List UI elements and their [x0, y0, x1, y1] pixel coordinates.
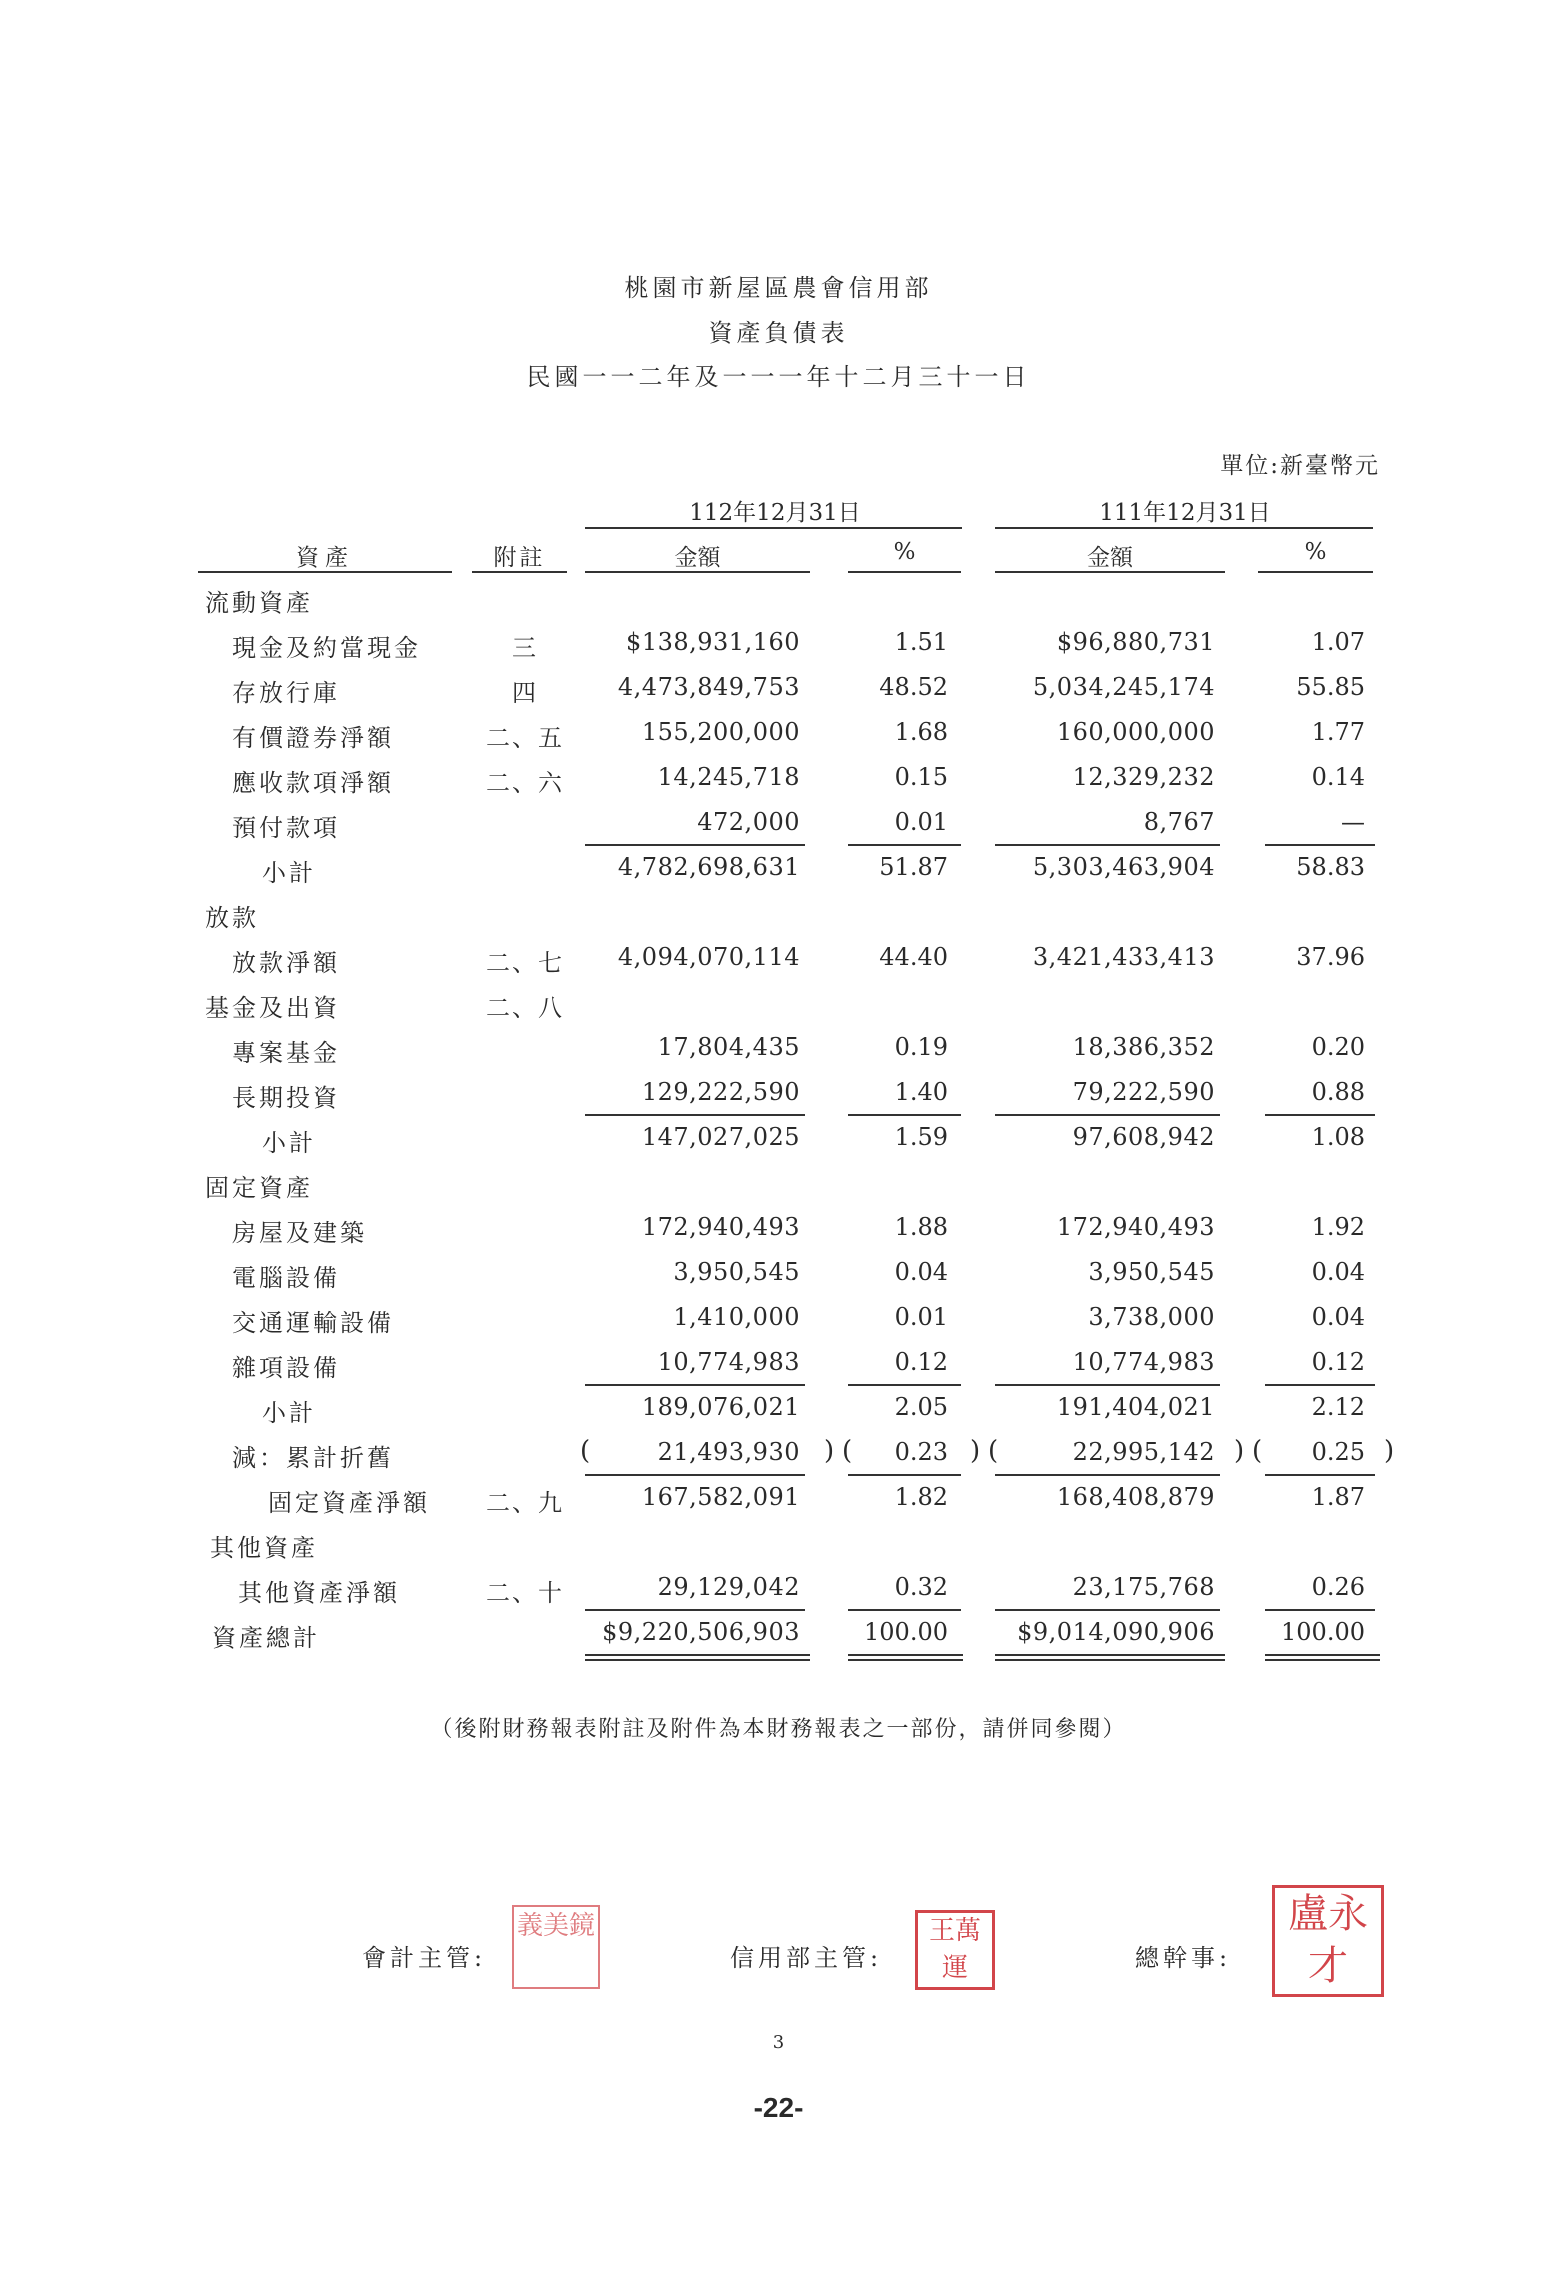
subtotal-rule	[995, 1114, 1220, 1116]
paren-open: (	[988, 1436, 999, 1466]
row-pct-111: 1.07	[1311, 628, 1365, 656]
row-pct-112: 0.04	[894, 1258, 948, 1286]
statement-date-range: 民國一一二年及一一一年十二月三十一日	[526, 363, 1031, 391]
col-header-pct-112: %	[893, 539, 916, 565]
subtotal-rule	[1265, 1114, 1375, 1116]
table-row	[0, 988, 1557, 1032]
table-row	[0, 763, 1557, 807]
row-amount-112: 167,582,091	[641, 1483, 800, 1511]
row-amount-111: 22,995,142	[1072, 1438, 1215, 1466]
row-pct-112: 2.05	[894, 1393, 948, 1421]
col-header-amount-111: 金額	[1087, 545, 1133, 571]
row-amount-112: 4,782,698,631	[617, 853, 800, 881]
col-header-underline	[472, 571, 567, 573]
subtotal-rule	[1265, 844, 1375, 846]
row-note: 三	[512, 634, 538, 662]
paren-close: )	[970, 1436, 981, 1466]
table-row	[0, 1393, 1557, 1437]
row-label: 長期投資	[232, 1084, 340, 1112]
subtotal-rule	[995, 1474, 1220, 1476]
row-pct-111: 0.20	[1311, 1033, 1365, 1061]
row-pct-111: 0.14	[1311, 763, 1365, 791]
row-amount-111: 168,408,879	[1056, 1483, 1215, 1511]
row-note: 二、八	[486, 994, 564, 1022]
subtotal-rule	[585, 1609, 805, 1611]
table-row	[0, 1213, 1557, 1257]
table-row	[0, 673, 1557, 717]
row-amount-112: 129,222,590	[641, 1078, 800, 1106]
statement-title: 資產負債表	[708, 319, 849, 347]
signature-credit: 信用部主管:	[730, 1944, 883, 1972]
subtotal-rule	[848, 844, 961, 846]
row-label: 專案基金	[232, 1039, 340, 1067]
row-pct-112: 0.12	[894, 1348, 948, 1376]
row-label: 電腦設備	[232, 1264, 340, 1292]
table-row	[0, 718, 1557, 762]
row-pct-111: 100.00	[1281, 1618, 1365, 1646]
paren-open: (	[842, 1436, 853, 1466]
seal-credit	[915, 1910, 995, 1990]
row-label: 交通運輸設備	[232, 1309, 394, 1337]
col-header-amount-112: 金額	[674, 545, 721, 571]
seal-accounting	[512, 1905, 600, 1989]
paren-close: )	[1384, 1436, 1395, 1466]
paren-close: )	[1234, 1436, 1245, 1466]
row-pct-111: 0.26	[1311, 1573, 1365, 1601]
col-header-note: 附註	[493, 545, 546, 571]
col-header-underline	[1258, 571, 1373, 573]
subtotal-rule	[1265, 1474, 1375, 1476]
row-note: 二、五	[486, 724, 564, 752]
row-note: 二、九	[486, 1489, 564, 1517]
row-amount-111: 79,222,590	[1072, 1078, 1215, 1106]
row-amount-111: 5,034,245,174	[1032, 673, 1215, 701]
row-pct-111: —	[1341, 808, 1365, 836]
row-amount-112: 147,027,025	[641, 1123, 800, 1151]
row-label: 有價證券淨額	[232, 724, 394, 752]
col-header-underline	[198, 571, 452, 573]
row-amount-111: 5,303,463,904	[1032, 853, 1215, 881]
period-prior: 111年12月31日	[1099, 500, 1271, 526]
table-row	[0, 1258, 1557, 1302]
row-pct-111: 0.04	[1311, 1303, 1365, 1331]
row-amount-111: 191,404,021	[1056, 1393, 1215, 1421]
row-pct-112: 44.40	[879, 943, 948, 971]
paren-open: (	[1252, 1436, 1263, 1466]
row-pct-111: 1.87	[1311, 1483, 1365, 1511]
row-amount-112: $138,931,160	[626, 628, 800, 656]
subtotal-rule	[848, 1609, 961, 1611]
row-amount-111: 8,767	[1143, 808, 1215, 836]
col-header-underline	[995, 571, 1225, 573]
row-pct-111: 37.96	[1296, 943, 1365, 971]
table-row	[0, 1033, 1557, 1077]
seal-accounting-text: 義美鏡	[516, 1911, 595, 1941]
row-pct-112: 1.68	[894, 718, 948, 746]
row-amount-111: $9,014,090,906	[1017, 1618, 1215, 1646]
row-label: 小計	[262, 1399, 316, 1427]
table-row	[0, 1168, 1557, 1212]
col-header-underline	[585, 571, 810, 573]
row-pct-112: 0.19	[894, 1033, 948, 1061]
row-amount-111: 160,000,000	[1056, 718, 1215, 746]
row-label: 放款淨額	[232, 949, 340, 977]
row-label: 其他資產	[210, 1534, 318, 1562]
row-note: 二、六	[486, 769, 564, 797]
subtotal-rule	[585, 844, 805, 846]
internal-page-number: 3	[772, 2032, 785, 2053]
currency-unit: 單位:新臺幣元	[1220, 453, 1380, 479]
signature-general: 總幹事:	[1135, 1944, 1232, 1972]
row-pct-111: 0.88	[1311, 1078, 1365, 1106]
row-amount-111: 3,421,433,413	[1032, 943, 1215, 971]
row-label: 預付款項	[232, 814, 340, 842]
row-pct-111: 0.04	[1311, 1258, 1365, 1286]
period-prior-underline	[995, 527, 1373, 529]
signature-accounting: 會計主管:	[362, 1944, 487, 1972]
total-double-rule	[995, 1654, 1225, 1661]
row-label: 放款	[205, 904, 259, 932]
row-amount-111: 3,950,545	[1088, 1258, 1215, 1286]
table-row	[0, 1483, 1557, 1527]
row-amount-112: 172,940,493	[641, 1213, 800, 1241]
table-row	[0, 1528, 1557, 1572]
row-amount-111: 3,738,000	[1088, 1303, 1215, 1331]
seal-credit-text: 王萬運	[928, 1916, 981, 1983]
row-amount-111: 10,774,983	[1072, 1348, 1215, 1376]
row-label: 資產總計	[212, 1624, 320, 1652]
row-amount-111: 97,608,942	[1072, 1123, 1215, 1151]
organization-name: 桃園市新屋區農會信用部	[624, 274, 933, 302]
row-amount-112: 14,245,718	[657, 763, 800, 791]
subtotal-rule	[585, 1474, 805, 1476]
row-amount-112: 155,200,000	[641, 718, 800, 746]
row-label: 基金及出資	[205, 994, 340, 1022]
col-header-item: 資產	[296, 545, 354, 571]
row-pct-112: 0.01	[894, 808, 948, 836]
row-amount-112: 29,129,042	[657, 1573, 800, 1601]
row-amount-111: 18,386,352	[1072, 1033, 1215, 1061]
subtotal-rule	[995, 1609, 1220, 1611]
row-pct-112: 1.59	[894, 1123, 948, 1151]
row-pct-111: 55.85	[1296, 673, 1365, 701]
row-amount-111: 172,940,493	[1056, 1213, 1215, 1241]
row-pct-111: 1.77	[1311, 718, 1365, 746]
total-double-rule	[585, 1654, 810, 1661]
row-amount-112: 17,804,435	[657, 1033, 800, 1061]
row-pct-112: 100.00	[864, 1618, 948, 1646]
row-pct-112: 0.23	[894, 1438, 948, 1466]
table-row	[0, 853, 1557, 897]
row-label: 房屋及建築	[232, 1219, 367, 1247]
table-row	[0, 583, 1557, 627]
row-pct-112: 0.01	[894, 1303, 948, 1331]
total-double-rule	[848, 1654, 963, 1661]
row-note: 二、十	[486, 1579, 564, 1607]
row-pct-112: 48.52	[879, 673, 948, 701]
row-note: 二、七	[486, 949, 564, 977]
row-amount-112: 21,493,930	[657, 1438, 800, 1466]
period-current: 112年12月31日	[689, 500, 861, 526]
row-amount-112: 4,094,070,114	[617, 943, 800, 971]
row-amount-112: 472,000	[697, 808, 800, 836]
row-pct-111: 58.83	[1296, 853, 1365, 881]
row-label: 其他資產淨額	[238, 1579, 400, 1607]
row-pct-112: 51.87	[879, 853, 948, 881]
page-number: -22-	[753, 2092, 804, 2123]
row-note: 四	[512, 679, 538, 707]
col-header-pct-111: %	[1304, 539, 1327, 565]
row-label: 小計	[262, 1129, 316, 1157]
subtotal-rule	[585, 1384, 805, 1386]
table-row	[0, 1123, 1557, 1167]
subtotal-rule	[848, 1114, 961, 1116]
col-header-underline	[848, 571, 961, 573]
subtotal-rule	[995, 1384, 1220, 1386]
row-pct-111: 1.08	[1311, 1123, 1365, 1151]
row-pct-112: 1.40	[894, 1078, 948, 1106]
row-pct-112: 1.51	[894, 628, 948, 656]
row-label: 現金及約當現金	[232, 634, 421, 662]
subtotal-rule	[848, 1384, 961, 1386]
row-label: 雜項設備	[232, 1354, 340, 1382]
footnote: （後附財務報表附註及附件為本財務報表之一部份，請併同參閱）	[430, 1717, 1127, 1742]
table-row	[0, 628, 1557, 672]
row-label: 流動資產	[205, 589, 313, 617]
subtotal-rule	[1265, 1384, 1375, 1386]
subtotal-rule	[1265, 1609, 1375, 1611]
row-amount-112: 3,950,545	[673, 1258, 800, 1286]
row-pct-112: 0.32	[894, 1573, 948, 1601]
row-label: 固定資產淨額	[268, 1489, 430, 1517]
row-pct-111: 1.92	[1311, 1213, 1365, 1241]
row-pct-112: 1.82	[894, 1483, 948, 1511]
subtotal-rule	[585, 1114, 805, 1116]
row-pct-112: 1.88	[894, 1213, 948, 1241]
row-amount-112: 189,076,021	[641, 1393, 800, 1421]
row-pct-111: 0.12	[1311, 1348, 1365, 1376]
row-amount-111: 12,329,232	[1072, 763, 1215, 791]
table-row	[0, 898, 1557, 942]
subtotal-rule	[995, 844, 1220, 846]
row-label: 固定資產	[205, 1174, 313, 1202]
subtotal-rule	[848, 1474, 961, 1476]
row-pct-111: 0.25	[1311, 1438, 1365, 1466]
row-amount-112: $9,220,506,903	[602, 1618, 800, 1646]
paren-open: (	[580, 1436, 591, 1466]
table-row	[0, 943, 1557, 987]
period-current-underline	[585, 527, 962, 529]
row-label: 減：累計折舊	[232, 1444, 394, 1472]
row-amount-111: $96,880,731	[1056, 628, 1215, 656]
row-amount-112: 1,410,000	[673, 1303, 800, 1331]
seal-general-text: 盧永才	[1288, 1891, 1368, 1989]
row-label: 存放行庫	[232, 679, 340, 707]
row-pct-111: 2.12	[1311, 1393, 1365, 1421]
row-pct-112: 0.15	[894, 763, 948, 791]
row-label: 應收款項淨額	[232, 769, 394, 797]
row-label: 小計	[262, 859, 316, 887]
row-amount-111: 23,175,768	[1072, 1573, 1215, 1601]
total-double-rule	[1265, 1654, 1380, 1661]
row-amount-112: 10,774,983	[657, 1348, 800, 1376]
paren-close: )	[824, 1436, 835, 1466]
table-row	[0, 1303, 1557, 1347]
row-amount-112: 4,473,849,753	[617, 673, 800, 701]
seal-general	[1272, 1885, 1384, 1997]
